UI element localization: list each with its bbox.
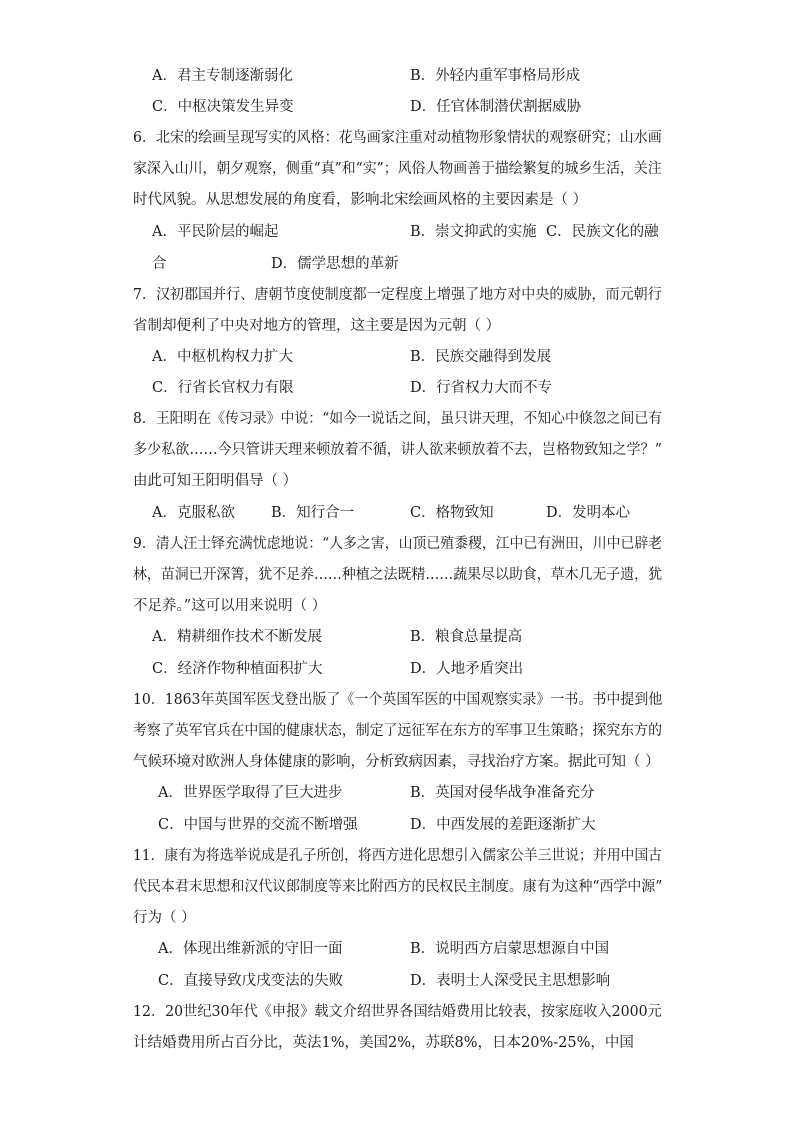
q8-stem-line-3: 由此可知王阳明倡导（ ）: [133, 473, 298, 489]
q9-option-c: C．经济作物种植面积扩大: [152, 661, 323, 677]
q5-option-a: A．君主专制逐渐弱化: [152, 68, 293, 84]
q12-stem-line-1: 12．20世纪30年代《申报》载文介绍世界各国结婚费用比较表，按家庭收入2000元: [133, 1004, 662, 1020]
q9-option-a: A．精耕细作技术不断发展: [152, 629, 322, 645]
q10-stem-line-1: 10．1863年英国军医戈登出版了《一个英国军医的中国观察实录》一书。书中提到他: [133, 692, 663, 708]
q11-stem-line-2: 代民本君末思想和汉代议郎制度等来比附西方的民权民主制度。康有为这种“西学中源”: [133, 879, 663, 895]
q10-option-c: C．中国与世界的交流不断增强: [158, 817, 358, 833]
q9-option-b: B．粮食总量提高: [410, 629, 523, 645]
q8-option-b: B．知行合一: [271, 505, 355, 521]
q9-stem-line-2: 林，苗洞已开深箐，犹不足养……种植之法既精……蔬果尽以助食，草木几无子遗，犹: [133, 567, 663, 583]
q6-option-b: B．崇文抑武的实施: [410, 224, 537, 240]
q8-stem-line-1: 8．王阳明在《传习录》中说：“如今一说话之间，虽只讲天理，不知心中倏忽之间已有: [133, 411, 663, 427]
q6-option-c-continued: 合: [152, 256, 167, 272]
q6-stem-line-1: 6．北宋的绘画呈现写实的风格：花鸟画家注重对动植物形象情状的观察研究；山水画: [133, 130, 662, 146]
q8-option-c: C．格物致知: [410, 505, 494, 521]
q8-option-d: D．发明本心: [546, 505, 631, 521]
q10-option-a: A．世界医学取得了巨大进步: [158, 785, 343, 801]
q6-option-d: D．儒学思想的革新: [271, 256, 399, 272]
q7-option-a: A．中枢机构权力扩大: [152, 349, 293, 365]
q7-option-c: C．行省长官权力有限: [152, 380, 294, 396]
q6-stem-line-3: 时代风貌。从思想发展的角度看，影响北宋绘画风格的主要因素是（ ）: [133, 192, 588, 208]
q10-stem-line-2: 考察了英军官兵在中国的健康状态，制定了远征军在东方的军事卫生策略；探究东方的: [133, 723, 663, 739]
q5-option-b: B．外轻内重军事格局形成: [410, 68, 581, 84]
q10-option-d: D．中西发展的差距逐渐扩大: [410, 817, 596, 833]
q8-stem-line-2: 多少私欲……今只管讲天理来顿放着不循，讲人欲来顿放着不去，岂格物致知之学？”: [133, 442, 662, 458]
q6-option-c: C．民族文化的融: [546, 224, 659, 240]
q9-stem-line-3: 不足养。”这可以用来说明（ ）: [133, 598, 327, 614]
q6-stem-line-2: 家深入山川，朝夕观察，侧重“真”和“实”；风俗人物画善于描绘繁复的城乡生活，关注: [133, 161, 662, 177]
q11-option-b: B．说明西方启蒙思想源自中国: [410, 941, 610, 957]
q11-option-a: A．体现出维新派的守旧一面: [158, 941, 343, 957]
q5-option-d: D．任官体制潜伏割据威胁: [410, 99, 582, 115]
q7-option-d: D．行省权力大而不专: [410, 380, 553, 396]
q7-stem-line-2: 省制却便利了中央对地方的管理，这主要是因为元朝（ ）: [133, 318, 501, 334]
q12-stem-line-2: 计结婚费用所占百分比，英法1%，美国2%，苏联8%，日本20%-25%，中国: [133, 1035, 634, 1051]
q5-option-c: C．中枢决策发生异变: [152, 99, 294, 115]
q11-stem-line-1: 11．康有为将选举说成是孔子所创，将西方进化思想引入儒家公羊三世说；并用中国古: [133, 848, 662, 864]
q11-option-d: D．表明士人深受民主思想影响: [410, 973, 611, 989]
q10-stem-line-3: 气候环境对欧洲人身体健康的影响，分析致病因素，寻找治疗方案。据此可知（ ）: [133, 754, 660, 770]
q8-option-a: A．克服私欲: [152, 505, 235, 521]
q7-stem-line-1: 7．汉初郡国并行、唐朝节度使制度都一定程度上增强了地方对中央的威胁，而元朝行: [133, 287, 662, 303]
q7-option-b: B．民族交融得到发展: [410, 349, 552, 365]
q11-stem-line-3: 行为（ ）: [133, 910, 196, 926]
q9-option-d: D．人地矛盾突出: [410, 661, 524, 677]
q6-option-a: A．平民阶层的崛起: [152, 224, 279, 240]
q10-option-b: B．英国对侵华战争准备充分: [410, 785, 595, 801]
q9-stem-line-1: 9．清人汪士铎充满忧虑地说：“人多之害，山顶已殖黍稷，江中已有洲田，川中已辟老: [133, 536, 663, 552]
q11-option-c: C．直接导致戊戌变法的失败: [158, 973, 344, 989]
